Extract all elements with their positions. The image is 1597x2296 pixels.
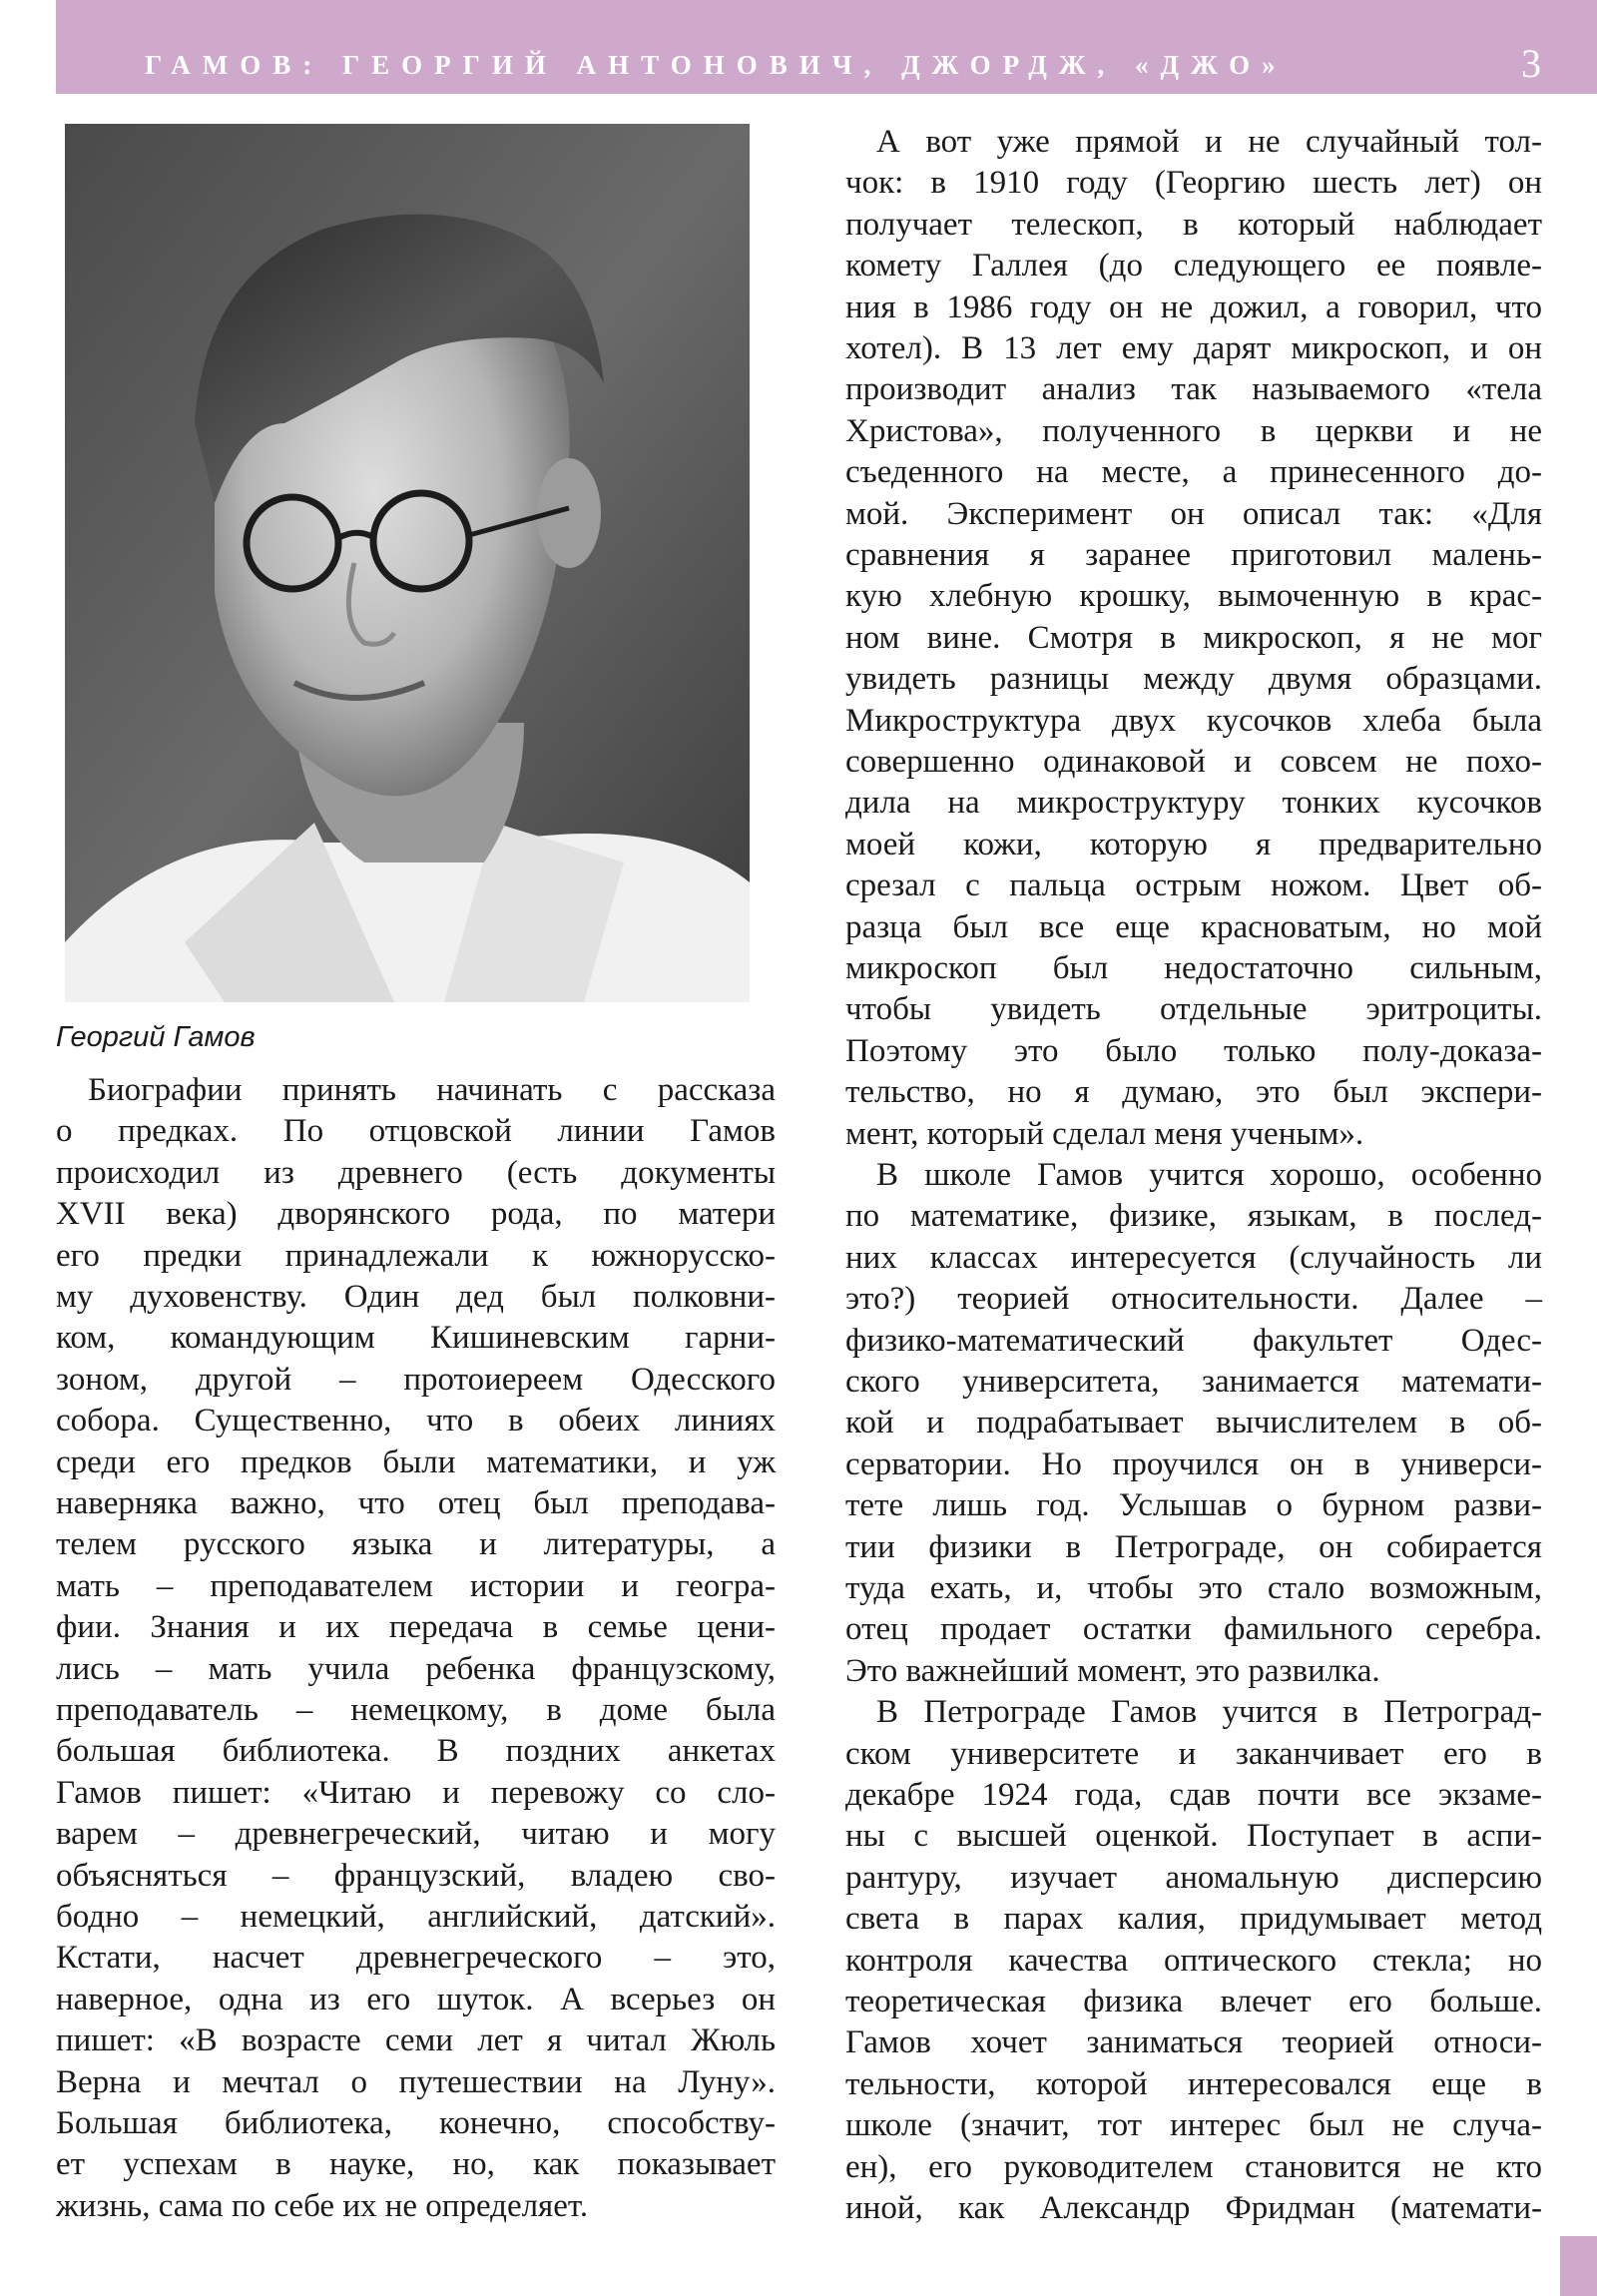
text-line: срезал с пальца острым ножом. Цвет об- — [845, 867, 1542, 903]
text-line: объясняться – французский, владею сво- — [56, 1858, 776, 1894]
text-line: иной, как Александр Фридман (математи- — [845, 2190, 1542, 2226]
text-line: ния в 1986 году он не дожил, а говорил, что — [845, 289, 1542, 325]
text-line: хотел). В 13 лет ему дарят микроскоп, и он — [845, 330, 1542, 366]
text-line: дила на микроструктуру тонких кусочков — [845, 785, 1542, 821]
text-line: ском университете и заканчивает его в — [845, 1736, 1542, 1772]
text-line: пишет: «В возрасте семи лет я читал Жюль — [56, 2022, 776, 2058]
corner-tab — [1560, 2236, 1597, 2296]
text-line: тельство, но я думаю, это был экспери- — [845, 1074, 1542, 1110]
text-line: кую хлебную крошку, вымоченную в крас- — [845, 578, 1542, 614]
text-line: ет успехам в науке, но, как показывает — [56, 2146, 776, 2182]
text-line: Большая библиотека, конечно, способству- — [56, 2105, 776, 2141]
text-line: XVII века) дворянского рода, по матери — [56, 1196, 776, 1232]
text-line: декабре 1924 года, сдав почти все экзаме- — [845, 1777, 1542, 1813]
text-line: совершенно одинаковой и совсем не похо- — [845, 744, 1542, 780]
text-line: А вот уже прямой и не случайный тол- — [876, 124, 1542, 160]
text-line: теоретическая физика влечет его больше. — [845, 1984, 1542, 2019]
text-line: наверняка важно, что отец был преподава- — [56, 1485, 776, 1521]
text-line: них классах интересуется (случайность ли — [845, 1240, 1542, 1276]
text-line: моей кожи, которую я предварительно — [845, 827, 1542, 862]
text-line: Кстати, насчет древнегреческого – это, — [56, 1940, 776, 1976]
text-line: разца был все еще красноватым, но мой — [845, 909, 1542, 945]
text-line: рантуру, изучает аномальную дисперсию — [845, 1860, 1542, 1896]
text-line: Верна и мечтал о путешествии на Луну». — [56, 2064, 776, 2100]
text-line: Поэтому это было только полу-доказа- — [845, 1033, 1542, 1069]
page-number: 3 — [1521, 41, 1541, 86]
text-line: туда ехать, и, чтобы это стало возможным, — [845, 1570, 1542, 1606]
text-line: ского университета, занимается математи- — [845, 1364, 1542, 1400]
text-line: фии. Знания и их передача в семье цени- — [56, 1609, 776, 1645]
text-line: жизнь, сама по себе их не определяет. — [56, 2188, 589, 2224]
text-line: увидеть разницы между двумя образцами. — [845, 661, 1542, 697]
text-line: физико-математический факультет Одес- — [845, 1323, 1542, 1359]
text-line: сравнения я заранее приготовил малень- — [845, 537, 1542, 573]
running-head: ГАМОВ: ГЕОРГИЙ АНТОНОВИЧ, ДЖОРДЖ, «ДЖО» — [145, 50, 1288, 80]
text-line: мент, который сделал меня ученым». — [845, 1116, 1364, 1152]
text-line: преподаватель – немецкому, в доме была — [56, 1692, 776, 1728]
text-line: зоном, другой – протоиереем Одесского — [56, 1362, 776, 1398]
text-line: производит анализ так называемого «тела — [845, 371, 1542, 407]
text-line: му духовенству. Один дед был полковни- — [56, 1279, 776, 1315]
text-line: наверное, одна из его шуток. А всерьез он — [56, 1982, 776, 2017]
text-line: тельности, которой интересовался еще в — [845, 2066, 1542, 2102]
text-line: комету Галлея (до следующего ее появле- — [845, 248, 1542, 284]
portrait-photo — [65, 124, 750, 1002]
text-line: Гамов пишет: «Читаю и перевожу со сло- — [56, 1775, 776, 1811]
text-line: школе (значит, тот интерес был не случа- — [845, 2107, 1542, 2143]
text-line: тете лишь год. Услышав о бурном разви- — [845, 1487, 1542, 1523]
text-line: собора. Существенно, что в обеих линиях — [56, 1403, 776, 1438]
text-line: ен), его руководителем становится не кто — [845, 2149, 1542, 2185]
text-line: съеденного на месте, а принесенного до- — [845, 454, 1542, 490]
text-line: ном вине. Смотря в микроскоп, я не мог — [845, 620, 1542, 656]
text-line: Микроструктура двух кусочков хлеба была — [845, 703, 1542, 739]
text-line: света в парах калия, придумывает метод — [845, 1901, 1542, 1937]
text-line: бодно – немецкий, английский, датский». — [56, 1899, 776, 1935]
figure-caption: Георгий Гамов — [56, 1021, 256, 1053]
text-line: большая библиотека. В поздних анкетах — [56, 1733, 776, 1769]
text-line: чок: в 1910 году (Георгию шесть лет) он — [845, 165, 1542, 201]
text-line: Гамов хочет заниматься теорией относи- — [845, 2024, 1542, 2060]
text-line: отец продает остатки фамильного серебра. — [845, 1611, 1542, 1647]
text-line: серватории. Но проучился он в универси- — [845, 1446, 1542, 1482]
text-line: тии физики в Петрограде, он собирается — [845, 1529, 1542, 1565]
text-line: Христова», полученного в церкви и не — [845, 413, 1542, 449]
text-line: о предках. По отцовской линии Гамов — [56, 1113, 776, 1149]
text-line: ком, командующим Кишиневским гарни- — [56, 1320, 776, 1356]
text-line: Это важнейший момент, это развилка. — [845, 1653, 1380, 1689]
text-line: телем русского языка и литературы, а — [56, 1526, 776, 1562]
text-line: мой. Эксперимент он описал так: «Для — [845, 496, 1542, 532]
text-line: ны с высшей оценкой. Поступает в аспи- — [845, 1818, 1542, 1854]
text-line: его предки принадлежали к южнорусско- — [56, 1238, 776, 1274]
text-line: микроскоп был недостаточно сильным, — [845, 950, 1542, 986]
text-line: контроля качества оптического стекла; но — [845, 1943, 1542, 1979]
text-line: чтобы увидеть отдельные эритроциты. — [845, 991, 1542, 1027]
text-line: В Петрограде Гамов учится в Петроград- — [876, 1694, 1542, 1730]
text-line: происходил из древнего (есть документы — [56, 1155, 776, 1191]
text-line: среди его предков были математики, и уж — [56, 1444, 776, 1480]
text-line: лись – мать учила ребенка французскому, — [56, 1651, 776, 1687]
text-line: кой и подрабатывает вычислителем в об- — [845, 1405, 1542, 1440]
text-line: мать – преподавателем истории и геогра- — [56, 1568, 776, 1604]
text-line: варем – древнегреческий, читаю и могу — [56, 1816, 776, 1852]
text-line: Биографии принять начинать с рассказа — [88, 1072, 776, 1108]
text-line: получает телескоп, в который наблюдает — [845, 207, 1542, 243]
text-line: это?) теорией относительности. Далее – — [845, 1281, 1542, 1317]
text-line: В школе Гамов учится хорошо, особенно — [876, 1157, 1542, 1193]
text-line: по математике, физике, языкам, в послед- — [845, 1198, 1542, 1234]
